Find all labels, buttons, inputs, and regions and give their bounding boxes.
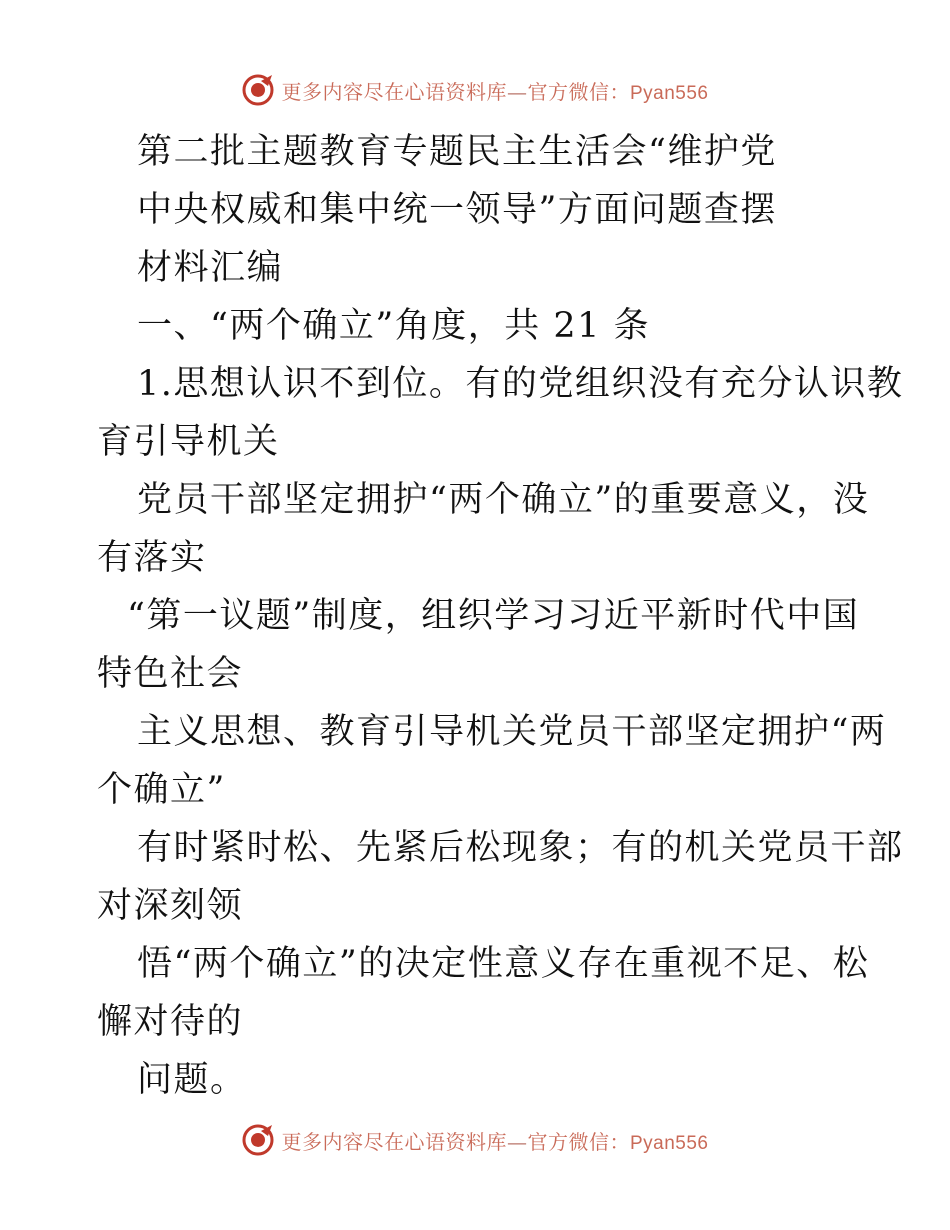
header-banner: [0, 72, 950, 108]
document-body: [97, 123, 904, 1109]
paragraph-line: 对深刻领: [97, 886, 244, 926]
paragraph-line: 特色社会: [97, 654, 244, 694]
title-line-3: 材料汇编: [137, 248, 284, 288]
paragraph-line: “第一议题”制度，组织学习习近平新时代中国: [127, 596, 860, 636]
header-banner-main: 更多内容尽在心语资料库: [281, 79, 507, 104]
header-banner-suffix: 官方微信：: [527, 79, 630, 104]
footer-banner-suffix: 官方微信：: [527, 1129, 630, 1154]
footer-banner-text: [281, 1126, 708, 1155]
footer-banner-main: 更多内容尽在心语资料库: [281, 1129, 507, 1154]
paragraph-line: 1.思想认识不到位。有的党组织没有充分认识教: [137, 364, 904, 404]
section-heading: 一、“两个确立”角度，共 21 条: [137, 306, 651, 346]
title-line-1: 第二批主题教育专题民主生活会“维护党: [137, 132, 777, 172]
header-banner-wechat: Pyan556: [629, 82, 709, 104]
header-banner-text: [281, 76, 708, 105]
paragraph-line: 懈对待的: [97, 1002, 244, 1042]
paragraph-line: 党员干部坚定拥护“两个确立”的重要意义，没: [137, 480, 870, 520]
footer-banner: [0, 1122, 950, 1158]
logo-icon: [241, 1123, 275, 1157]
paragraph-line: 有落实: [97, 538, 207, 578]
paragraph-line: 悟“两个确立”的决定性意义存在重视不足、松: [137, 944, 870, 984]
header-banner-dash: —: [506, 79, 528, 104]
footer-banner-wechat: Pyan556: [629, 1132, 709, 1154]
paragraph-line: 个确立”: [97, 770, 226, 810]
logo-icon: [241, 73, 275, 107]
footer-banner-dash: —: [506, 1129, 528, 1154]
paragraph-line: 问题。: [137, 1060, 247, 1100]
paragraph-line: 主义思想、教育引导机关党员干部坚定拥护“两: [137, 712, 887, 752]
paragraph-line: 育引导机关: [97, 422, 280, 462]
paragraph-line: 有时紧时松、先紧后松现象；有的机关党员干部: [137, 828, 904, 868]
title-line-2: 中央权威和集中统一领导”方面问题查摆: [137, 190, 777, 230]
